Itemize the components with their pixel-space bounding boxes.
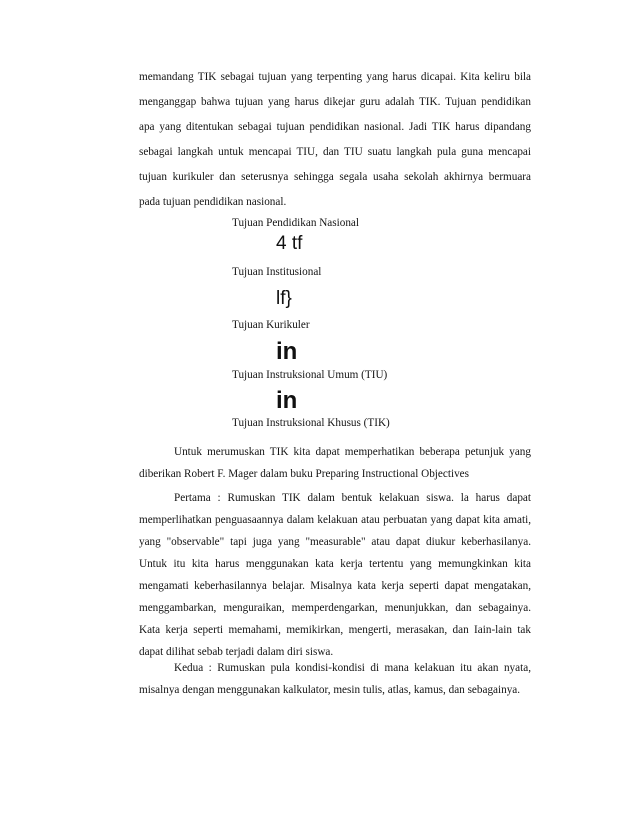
arrow-glyph-1: 4 tf bbox=[276, 233, 303, 254]
arrow-glyph-4: in bbox=[276, 387, 298, 414]
kedua-paragraph: Kedua : Rumuskan pula kondisi-kondisi di mana kelakuan itu akan nyata, misalnya dengan menggunakan kalkulator, mesin tulis, atlas, kamus, dan sebagainya. bbox=[139, 662, 531, 696]
intro-line-2: menganggap bahwa tujuan yang harus dikejar guru adalah TIK. Tujuan pendidikan bbox=[139, 96, 531, 108]
level-tujuan-institusional: Tujuan Institusional bbox=[232, 266, 322, 278]
arrow-glyph-3: in bbox=[276, 338, 298, 365]
arrow-glyph-2: lf} bbox=[276, 288, 292, 309]
intro-line-6: pada tujuan pendidikan nasional. bbox=[139, 196, 287, 208]
intro-line-4: sebagai langkah untuk mencapai TIU, dan TIU suatu langkah pula guna mencapai bbox=[139, 146, 531, 158]
level-tiu: Tujuan Instruksional Umum (TIU) bbox=[232, 369, 388, 381]
pertama-paragraph: Pertama : Rumuskan TIK dalam bentuk kelakuan siswa. la harus dapat memperlihatkan penguasaannya dalam kelakuan atau perbuatan yang dapat kita amati, yang "observable" tapi juga yang "measurable" atau dapat diukur keberhasilanya. Untuk itu kita harus menggunakan kata kerja tertentu yang memungkinkan kita mengamati keberhasilannya belajar. Misalnya kata kerja seperti dapat mengatakan, menggambarkan, menguraikan, memperdengarkan, menunjukkan, dan sebagainya. Kata kerja seperti memahami, memikirkan, mengerti, merasakan, dan Iain-lain tak dapat dilihat sebab terjadi dalam diri siswa. bbox=[139, 492, 531, 658]
level-tujuan-kurikuler: Tujuan Kurikuler bbox=[232, 319, 310, 331]
intro-line-3: apa yang ditentukan sebagai tujuan pendidikan nasional. Jadi TIK harus dipandang bbox=[139, 121, 531, 133]
level-tik: Tujuan Instruksional Khusus (TIK) bbox=[232, 417, 390, 429]
intro-line-5: tujuan kurikuler dan seterusnya sehingga segala usaha sekolah akhirnya bermuara bbox=[139, 171, 531, 183]
intro-line-1: memandang TIK sebagai tujuan yang terpenting yang harus dicapai. Kita keliru bila bbox=[139, 71, 531, 83]
level-tujuan-pendidikan-nasional: Tujuan Pendidikan Nasional bbox=[232, 217, 359, 229]
mager-paragraph: Untuk merumuskan TIK kita dapat memperhatikan beberapa petunjuk yang diberikan Robert F. Mager dalam buku Preparing Instructional Objectives bbox=[139, 446, 531, 480]
